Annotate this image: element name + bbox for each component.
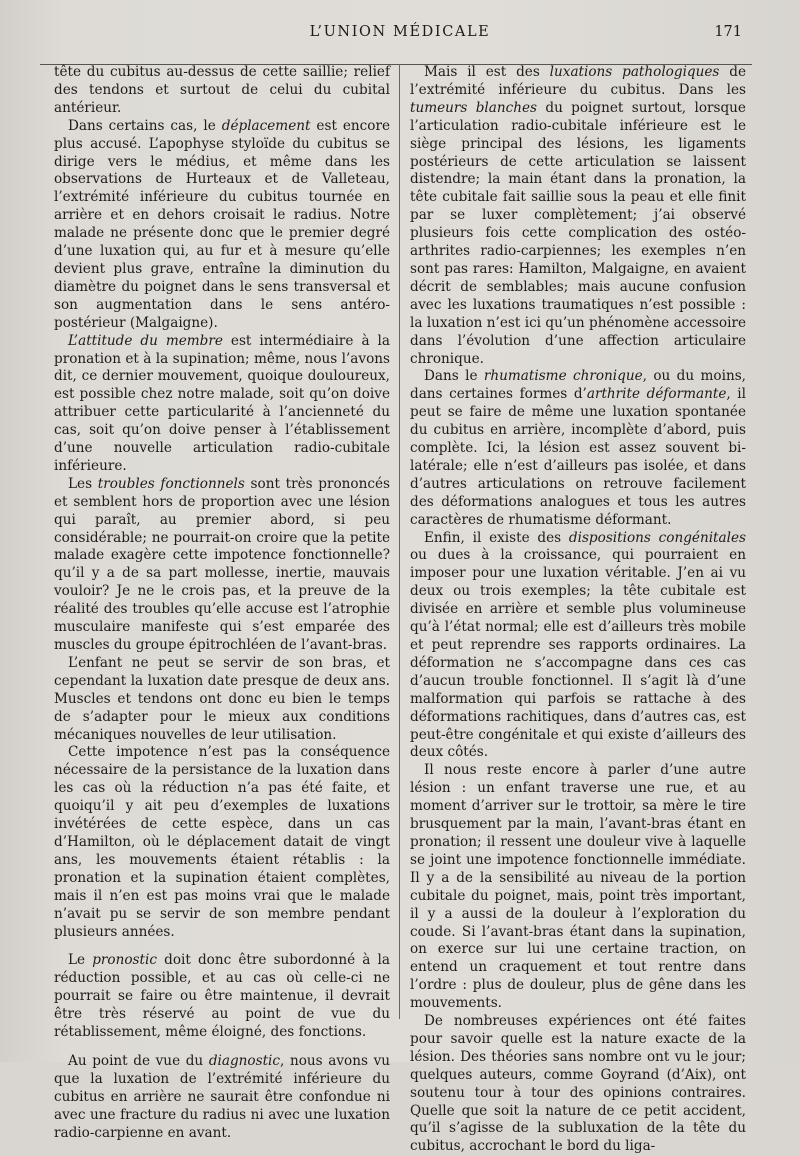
italic-term: pronostic [92, 952, 157, 969]
italic-term: rhumatisme chronique [483, 368, 643, 385]
italic-term: déplacement [221, 117, 311, 134]
running-title: L’UNION MÉDICALE [309, 24, 491, 40]
paragraph: Dans certains cas, le déplacement est encore plus accusé. L’apophyse styloïde du cubitus se dirige vers le médius, et même dans les observations de Hurteaux et de Valleteau, l’extrémité inférieure du cubitus tournée en arrière et en dehors croisait le radius. Notre malade ne présente donc que le premier degré d’une luxation qui, au fur et à mesure qu’elle devient plus grave, entraîne la diminution du diamètre du poignet dans le sens transversal et son augmentation dans le sens antéro-postérieur (Malgaigne). [54, 117, 390, 331]
paragraph: Il nous reste encore à parler d’une autre lésion : un enfant traverse une rue, et au moment d’arriver sur le trottoir, sa mère le tire brusquement par la main, l’avant-bras étant en pronation; il ressent une douleur vive à laquelle se joint une impotence fonctionnelle immédiate. Il y a de la sensibilité au niveau de la portion cubitale du poignet, mais, point très important, il y a aussi de la douleur à l’exploration du coude. Si l’avant-bras étant dans la supination, on exerce sur lui une certaine traction, on entend un craquement et tout rentre dans l’ordre : plus de douleur, plus de gêne dans les mouvements. [410, 762, 746, 1012]
italic-term: L’attitude du membre [68, 332, 223, 349]
italic-term: troubles fonctionnels [97, 475, 245, 492]
page-header [0, 20, 800, 46]
paragraph: Mais il est des luxations pathologiques de l’extrémité inférieure du cubitus. Dans les tumeurs blanches du poignet surtout, lorsque l’articulation radio-cubitale inférieure est le siège principal des lésions, les ligaments postérieurs de cette articulation se laissent distendre; la main étant dans la pronation, la tête cubitale fait saillie sous la peau et elle finit par se luxer complètement; j’ai observé plusieurs fois cette complication des ostéo-arthrites radio-carpiennes; les exemples n’en sont pas rares: Hamilton, Malgaigne, en avaient décrit de semblables; mais aucune confusion avec les luxations traumatiques n’est possible : la luxation n’est ici qu’un phénomène accessoire dans l’évolution d’une affection articulaire chronique. [410, 64, 746, 367]
left-column [54, 64, 390, 1142]
paragraph: L’attitude du membre est intermédiaire à la pronation et à la supination; même, nous l’avons dit, ce dernier mouvement, quoique douloureux, est possible chez notre malade, soit qu’on doive attribuer cette particularité à l’ancienneté du cas, soit qu’on doive penser à l’établissement d’une nouvelle articulation radio-cubitale inférieure. [54, 332, 390, 474]
paragraph: Au point de vue du diagnostic, nous avons vu que la luxation de l’extrémité inférieure du cubitus en arrière ne saurait être confondue ni avec une fracture du radius ni avec une luxation radio-carpienne en avant. [54, 1052, 391, 1141]
page-number: 171 [714, 24, 742, 40]
italic-term: tumeurs blanches [410, 99, 538, 116]
italic-term: luxations pathologiques [549, 64, 720, 80]
paragraph: tête du cubitus au-dessus de cette saillie; relief des tendons et surtout de celui du cubital antérieur. [54, 64, 390, 116]
italic-term: arthrite déformante [586, 386, 727, 403]
paragraph: Les troubles fonctionnels sont très prononcés et semblent hors de proportion avec une lésion qui paraît, au premier abord, si peu considérable; ne pourrait-on croire que la petite malade exagère cette impotence fonctionnelle? qu’il y a de sa part mollesse, inertie, mauvais vouloir? Je ne le crois pas, et la preuve de la réalité des troubles qu’elle accuse est l’atrophie musculaire manifeste qui s’est emparée des muscles du groupe épitrochléen de l’avant-bras. [54, 475, 391, 653]
paragraph: De nombreuses expériences ont été faites pour savoir quelle est la nature exacte de la lésion. Des théories sans nombre ont vu le jour; quelques auteurs, comme Goyrand (d’Aix), ont soutenu tour à tour des opinions contraires. Quelle que soit la nature de ce petit accident, qu’il s’agisse de la subluxation de la tête du cubitus, accrochant le bord du liga- [410, 1013, 746, 1155]
italic-term: dispositions congénitales [568, 529, 746, 546]
column-divider [399, 64, 400, 1019]
paragraph: Le pronostic doit donc être subordonné à la réduction possible, et au cas où celle-ci ne pourrait se faire ou être maintenue, il devrait être très réservé au point de vue du rétablissement, même éloigné, des fonctions. [54, 952, 390, 1041]
right-column [410, 64, 746, 1156]
italic-term: diagnostic [208, 1052, 281, 1069]
paragraph: Cette impotence n’est pas la conséquence nécessaire de la persistance de la luxation dans les cas où la réduction n’a pas été faite, et quoiqu’il y ait peu d’exemples de luxations invétérées de cette espèce, dans un cas d’Hamilton, où le déplacement datait de vingt ans, les mouvements étaient rétablis : la pronation et la supination étaient complètes, mais il n’en est pas moins vrai que le malade n’avait pu se servir de son membre pendant plusieurs années. [54, 744, 390, 940]
paragraph: L’enfant ne peut se servir de son bras, et cependant la luxation date presque de deux ans. Muscles et tendons ont donc eu bien le temps de s’adapter pour le mieux aux conditions mécaniques nouvelles de leur utilisation. [54, 654, 390, 743]
paragraph: Enfin, il existe des dispositions congénitales ou dues à la croissance, qui pourraient en imposer pour une luxation véritable. J’en ai vu deux ou trois exemples; la tête cubitale est divisée en arrière et semble plus volumineuse qu’à l’état normal; elle est d’ailleurs très mobile et peut reprendre ses rapports ordinaires. La déformation ne s’accompagne dans ces cas d’aucun trouble fonctionnel. Il s’agit là d’une malformation qui parfois se rattache à des déformations rachitiques, dans d’autres cas, est peut-être congénitale et qui existe d’ailleurs des deux côtés. [410, 529, 746, 761]
paragraph: Dans le rhumatisme chronique, ou du moins, dans certaines formes d’arthrite déformante, il peut se faire de même une luxation spontanée du cubitus en arrière, incomplète d’abord, puis complète. Ici, la lésion est assez souvent bi-latérale; elle n’est d’ailleurs pas isolée, et dans d’autres articulations on retrouve facilement des déformations analogues et tous les autres caractères de rhumatisme déformant. [410, 368, 746, 528]
